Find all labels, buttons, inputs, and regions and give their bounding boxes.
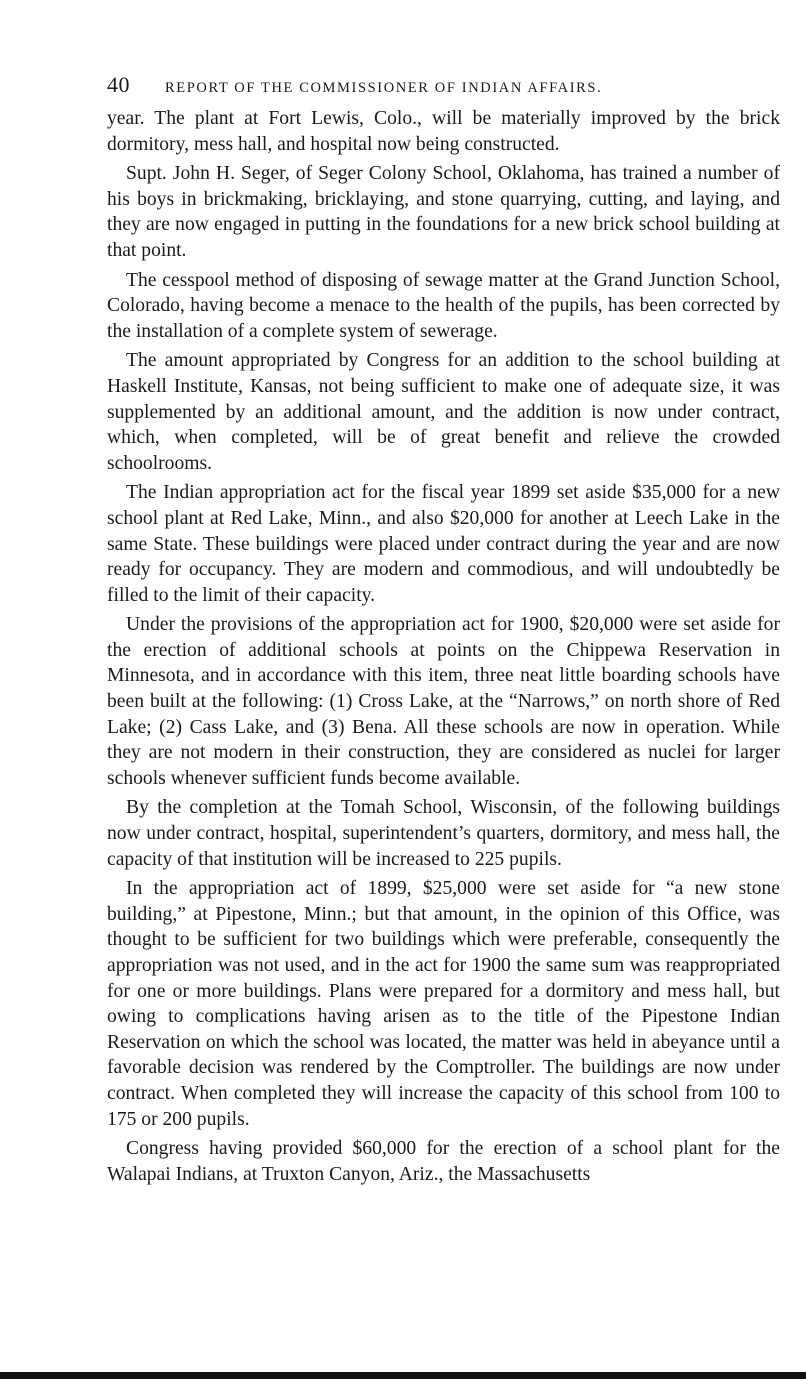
paragraph-haskell-institute: The amount appropriated by Congress for an addition to the school building at Haskell Institute, Kansas, not being sufficient to make one of adequate size, it was supplemented by an additional amount, and the addition is now under contract, which, when completed, will be of great benefit and relieve the crowded schoolrooms. <box>107 350 780 474</box>
paragraph-seger-colony: Supt. John H. Seger, of Seger Colony School, Oklahoma, has trained a number of his boys in brickmaking, bricklaying, and stone quarrying, cutting, and laying, and they are now engaged in putting in the foundations for a new brick school building at that point. <box>107 163 780 261</box>
body-text <box>107 106 780 1187</box>
scan-bottom-edge <box>0 1372 806 1379</box>
document-page <box>107 72 780 1191</box>
running-header <box>107 72 780 106</box>
paragraph-chippewa-reservation: Under the provisions of the appropriation act for 1900, $20,000 were set aside for the erection of additional schools at points on the Chippewa Reservation in Minnesota, and in accordance with this item, three neat little boarding schools have been built at the following: (1) Cross Lake, at the “Narrows,” on north shore of Red Lake; (2) Cass Lake, and (3) Bena. All these schools are now in operation. While they are not modern in their construction, they are considered as nuclei for larger schools whenever sufficient funds become available. <box>107 614 780 789</box>
paragraph-red-lake-leech-lake: The Indian appropriation act for the fiscal year 1899 set aside $35,000 for a new school plant at Red Lake, Minn., and also $20,000 for another at Leech Lake in the same State. These buildings were placed under contract during the year and are now ready for occupancy. They are modern and commodious, and will undoubtedly be filled to the limit of their capacity. <box>107 482 780 606</box>
paragraph-pipestone: In the appropriation act of 1899, $25,000 were set aside for “a new stone building,” at Pipestone, Minn.; but that amount, in the opinion of this Office, was thought to be sufficient for two buildings which were preferable, consequently the appropriation was not used, and in the act for 1900 the same sum was reappropriated for one or more buildings. Plans were prepared for a dormitory and mess hall, but owing to complications having arisen as to the title of the Pipestone Indian Reservation on which the school was located, the matter was held in abeyance until a favorable decision was rendered by the Comptroller. The buildings are now under contract. When completed they will increase the capacity of this school from 100 to 175 or 200 pupils. <box>107 878 780 1130</box>
paragraph-walapai: Congress having provided $60,000 for the erection of a school plant for the Walapai Indians, at Truxton Canyon, Ariz., the Massachusetts <box>107 1138 780 1185</box>
paragraph-tomah-school: By the completion at the Tomah School, Wisconsin, of the following buildings now under contract, hospital, superintendent’s quarters, dormitory, and mess hall, the capacity of that institution will be increased to 225 pupils. <box>107 797 780 870</box>
header-title: REPORT OF THE COMMISSIONER OF INDIAN AFFAIRS. <box>165 80 603 96</box>
page-number: 40 <box>107 72 130 97</box>
paragraph-grand-junction: The cesspool method of disposing of sewage matter at the Grand Junction School, Colorado, having become a menace to the health of the pupils, has been corrected by the installation of a complete system of sewerage. <box>107 269 780 342</box>
paragraph-fort-lewis: year. The plant at Fort Lewis, Colo., will be materially improved by the brick dormitory, mess hall, and hospital now being constructed. <box>107 108 780 155</box>
